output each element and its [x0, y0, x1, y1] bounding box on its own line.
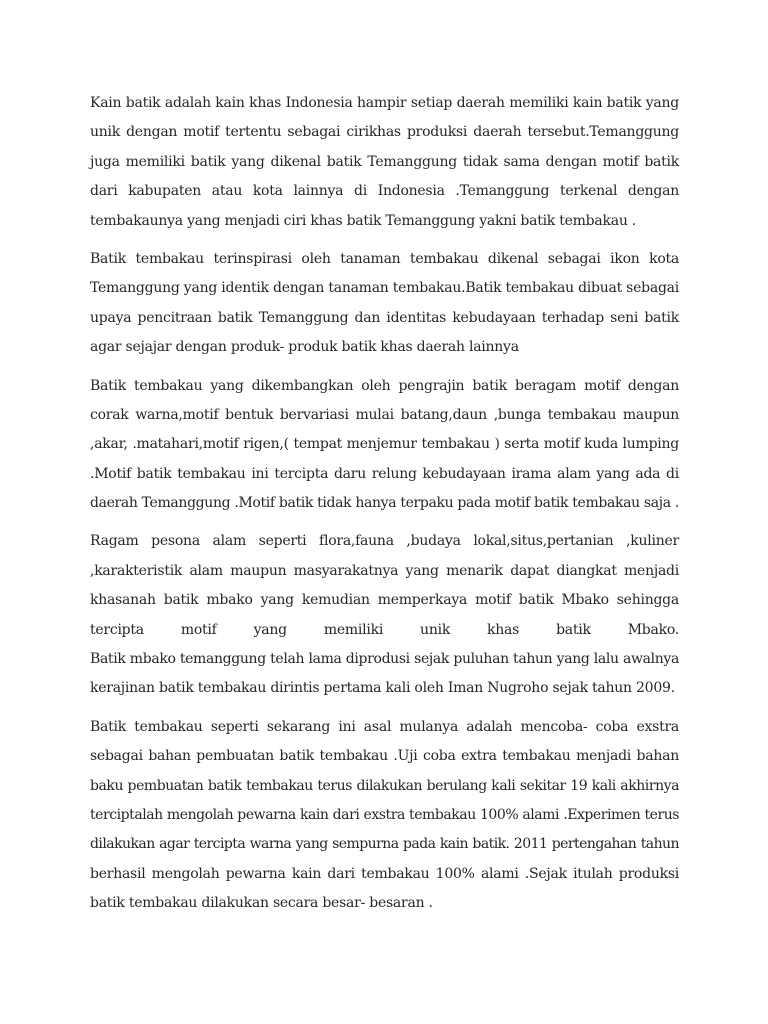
text-line: unik dengan motif tertentu sebagai cirikhas produksi daerah tersebut.Temanggung	[90, 124, 679, 141]
text-line: ,akar, .matahari,motif rigen,( tempat menjemur tembakau ) serta motif kuda lumping	[90, 436, 679, 453]
text-line: Batik mbako temanggung telah lama diprodusi sejak puluhan tahun yang lalu awalnya	[90, 651, 679, 668]
text-line: Batik tembakau terinspirasi oleh tanaman tembakau dikenal sebagai ikon kota	[90, 250, 679, 267]
text-line: corak warna,motif bentuk bervariasi mulai batang,daun ,bunga tembakau maupun	[90, 406, 679, 423]
text-line: upaya pencitraan batik Temanggung dan identitas kebudayaan terhadap seni batik	[90, 309, 679, 326]
paragraph-2	[90, 245, 679, 363]
text-line: berhasil mengolah pewarna kain dari tembakau 100% alami .Sejak itulah produksi	[90, 865, 679, 882]
text-line: dilakukan agar tercipta warna yang sempurna pada kain batik. 2011 pertengahan tahun	[90, 836, 679, 853]
text-line: ,karakteristik alam maupun masyarakatnya yang menarik dapat diangkat menjadi	[90, 562, 679, 579]
text-line: baku pembuatan batik tembakau terus dilakukan berulang kali sekitar 19 kali akhirnya	[90, 777, 679, 794]
text-line: kerajinan batik tembakau dirintis pertama kali oleh Iman Nugroho sejak tahun 2009.	[90, 680, 675, 697]
text-line: tembakaunya yang menjadi ciri khas batik Temanggung yakni batik tembakau .	[90, 212, 636, 229]
text-line: dari kabupaten atau kota lainnya di Indonesia .Temanggung terkenal dengan	[90, 183, 679, 200]
document-body	[90, 89, 679, 919]
text-line: sebagai bahan pembuatan batik tembakau .Uji coba extra tembakau menjadi bahan	[90, 748, 679, 765]
paragraph-1	[90, 89, 679, 236]
text-line: Ragam pesona alam seperti flora,fauna ,budaya lokal,situs,pertanian ,kuliner	[90, 533, 679, 550]
text-line: tercipta motif yang memiliki unik khas batik Mbako.	[90, 621, 679, 638]
paragraph-4	[90, 527, 679, 703]
text-line: terciptalah mengolah pewarna kain dari exstra tembakau 100% alami .Experimen terus	[90, 806, 679, 823]
text-line: Batik tembakau yang dikembangkan oleh pengrajin batik beragam motif dengan	[90, 377, 679, 394]
text-line: Temanggung yang identik dengan tanaman tembakau.Batik tembakau dibuat sebagai	[90, 280, 679, 297]
text-line: agar sejajar dengan produk- produk batik khas daerah lainnya	[90, 339, 519, 356]
paragraph-5	[90, 713, 679, 919]
text-line: Kain batik adalah kain khas Indonesia hampir setiap daerah memiliki kain batik yang	[90, 95, 679, 111]
text-line: Batik tembakau seperti sekarang ini asal mulanya adalah mencoba- coba exstra	[90, 718, 679, 735]
text-line: khasanah batik mbako yang kemudian memperkaya motif batik Mbako sehingga	[90, 592, 679, 609]
paragraph-3	[90, 372, 679, 519]
text-line: batik tembakau dilakukan secara besar- besaran .	[90, 895, 433, 912]
text-line: juga memiliki batik yang dikenal batik Temanggung tidak sama dengan motif batik	[90, 153, 679, 170]
text-line: .Motif batik tembakau ini tercipta daru relung kebudayaan irama alam yang ada di	[90, 465, 679, 482]
text-line: daerah Temanggung .Motif batik tidak hanya terpaku pada motif batik tembakau saja .	[90, 495, 679, 512]
